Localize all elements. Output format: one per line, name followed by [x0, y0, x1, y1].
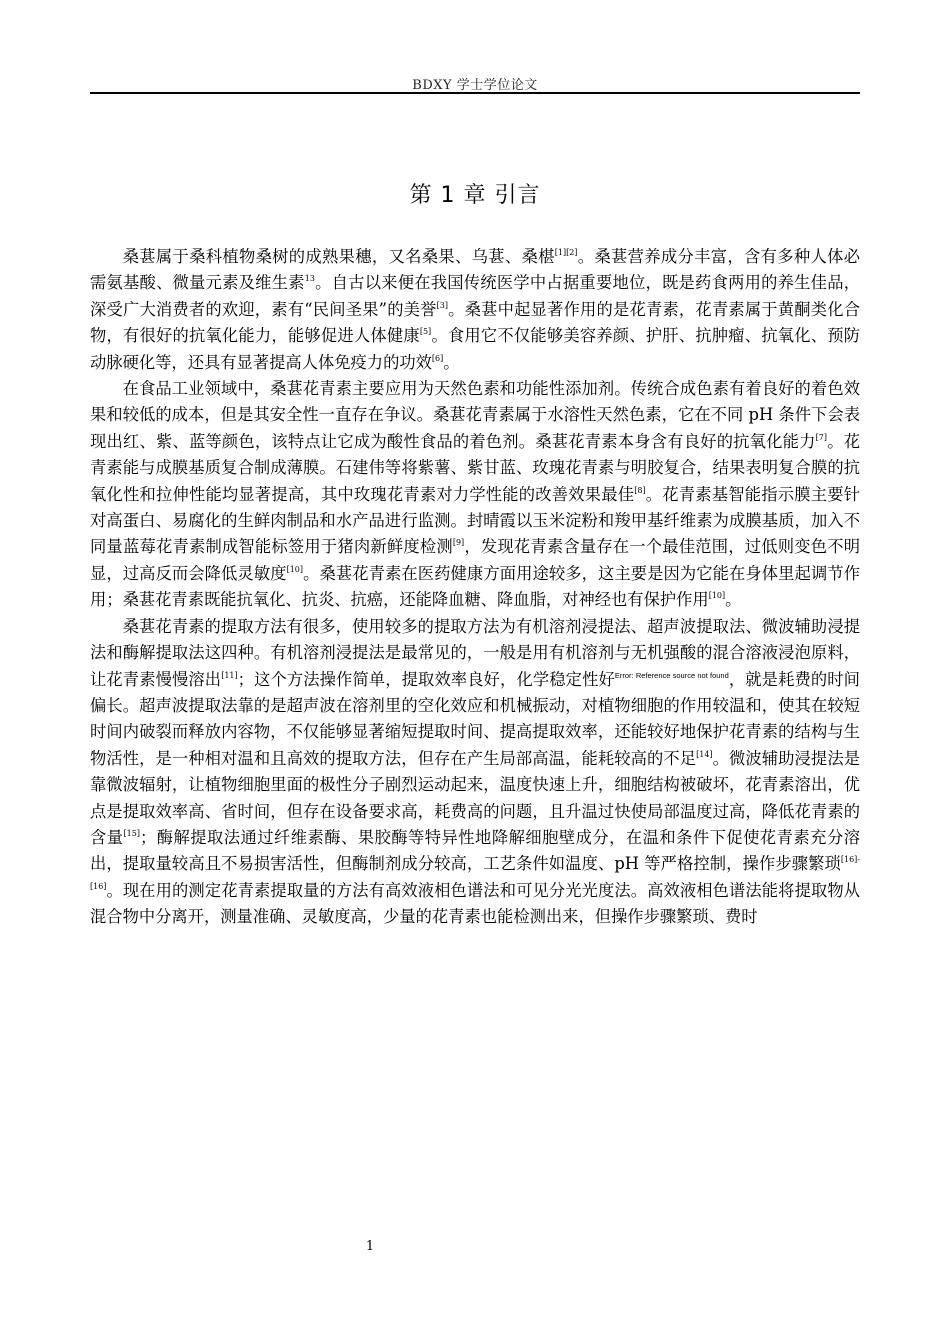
page-number: 1 — [365, 1239, 375, 1254]
paragraph-text: 。桑葚花青素在医药健康方面用途较多，这主要是因为它能在身体里起调节作用；桑葚花青素既能抗氧化、抗炎、抗癌，还能降血糖、降血脂，对神经也有保护作用 — [90, 563, 860, 610]
paragraph-text: 。桑葚营养成分丰富，含有多种人体必需氨基酸、微量元素及维生素 — [90, 247, 860, 293]
citation-ref: [14] — [696, 749, 713, 759]
paragraph — [90, 244, 860, 376]
paragraph-text: 。花青素能与成膜基质复合制成薄膜。石建伟等将紫薯、紫甘蓝、玫瑰花青素与明胶复合，结果表明复合膜的抗氧化性和拉伸性能均显著提高，其中玫瑰花青素对力学性能的改善效果最佳 — [90, 431, 860, 504]
citation-ref: [10] — [708, 591, 726, 601]
citation-ref: [11] — [221, 670, 238, 680]
reference-error: Error: Reference source not found — [614, 670, 729, 680]
paragraph-text: 。 — [443, 352, 460, 372]
citation-ref: 13 — [304, 274, 315, 284]
citation-ref: [15] — [123, 828, 140, 838]
citation-ref: [8] — [634, 485, 646, 495]
paragraph-text: 。现在用的测定花青素提取量的方法有高效液相色谱法和可见分光光度法。高效液相色谱法能将提取物从混合物中分离开，测量准确、灵敏度高，少量的花青素也能检测出来，但操作步骤繁琐、费时 — [90, 880, 860, 927]
citation-ref: [9] — [452, 538, 465, 548]
body-text — [90, 244, 860, 931]
paragraph-text: 。自古以来便在我国传统医学中占据重要地位，既是药食两用的养生佳品，深受广大消费者的欢迎，素有“民间圣果”的美誉 — [90, 273, 860, 319]
paragraph — [90, 614, 860, 931]
paragraph — [90, 376, 860, 614]
paragraph-text: 桑葚属于桑科植物桑树的成熟果穗，又名桑果、乌葚、桑椹 — [122, 247, 555, 266]
paragraph-text: ；酶解提取法通过纤维素酶、果胶酶等特异性地降解细胞壁成分，在温和条件下促使花青素充分溶出，提取量较高且不易损害活性，但酶制剂成分较高，工艺条件如温度、pH 等严格控制，操作步骤繁琐 — [90, 827, 860, 874]
citation-ref: [5] — [419, 327, 432, 337]
paragraph-text: 。花青素基智能指示膜主要针对高蛋白、易腐化的生鲜肉制品和水产品进行监测。封晴霞以玉米淀粉和羧甲基纤维素为成膜基质，加入不同量蓝莓花青素制成智能标签用于猪肉新鲜度检测 — [90, 484, 860, 557]
chapter-title: 第 1 章 引言 — [409, 183, 541, 208]
citation-ref: [16]-[16] — [90, 855, 860, 891]
paragraph-text: ，发现花青素含量存在一个最佳范围，过低则变色不明显，过高反而会降低灵敏度 — [90, 537, 860, 583]
paragraph-text: 。食用它不仅能够美容养颜、护肝、抗肿瘤、抗氧化、预防动脉硬化等，还具有显著提高人体免疫力的功效 — [90, 326, 860, 372]
running-header: BDXY 学士学位论文 — [412, 78, 538, 93]
citation-ref: [3] — [436, 300, 448, 310]
paragraph-text: ，就是耗费的时间偏长。超声波提取法靠的是超声波在溶剂里的空化效应和机械振动，对植物细胞的作用较温和，使其在较短时间内破裂而释放内容物，不仅能够显著缩短提取时间、提高提取效率，还能较好地保护花青素的结构与生物活性，是一种相对温和且高效的提取方法，但存在产生局部高温，能耗较高的不足 — [90, 669, 860, 768]
paragraph-text: 。桑葚中起显著作用的是花青素，花青素属于黄酮类化合物，有很好的抗氧化能力，能够促进人体健康 — [90, 299, 860, 346]
citation-ref: [7] — [815, 432, 827, 442]
paragraph-text: 。 — [725, 590, 742, 610]
citation-ref: [6] — [431, 353, 444, 363]
paragraph-text: 。微波辅助浸提法是靠微波辐射，让植物细胞里面的极性分子剧烈运动起来，温度快速上升，细胞结构被破坏，花青素溶出，优点是提取效率高、省时间，但存在设备要求高，耗费高的问题，且升温过快使局部温度过高，降低花青素的含量 — [90, 748, 860, 847]
paragraph-text: ；这个方法操作简单，提取效率良好，化学稳定性好 — [237, 669, 615, 689]
paragraph-text: 在食品工业领域中，桑葚花青素主要应用为天然色素和功能性添加剂。传统合成色素有着良好的着色效果和较低的成本，但是其安全性一直存在争议。桑葚花青素属于水溶性天然色素，它在不同 pH 条件下会表现出红、紫、蓝等颜色，该特点让它成为酸性食品的着色剂。桑葚花青素本身含有良好的抗氧化能力 — [90, 379, 860, 451]
citation-ref: [1][2] — [554, 248, 578, 257]
citation-ref: [10] — [286, 564, 304, 574]
paragraph-text: 桑葚花青素的提取方法有很多，使用较多的提取方法为有机溶剂浸提法、超声波提取法、微波辅助浸提法和酶解提取法这四种。有机溶剂浸提法是最常见的，一般是用有机溶剂与无机强酸的混合溶液浸泡原料，让花青素慢慢溶出 — [90, 616, 860, 689]
header-rule — [90, 92, 860, 94]
